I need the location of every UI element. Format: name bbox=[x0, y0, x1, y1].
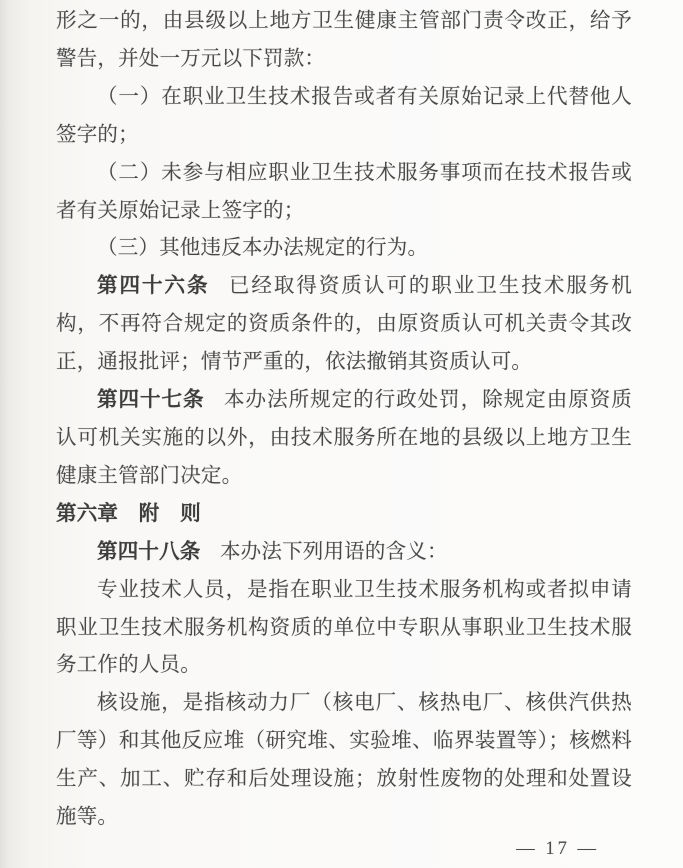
article-47 bbox=[56, 382, 632, 496]
list-item-1: （一）在职业卫生技术报告或者有关原始记录上代替他人签字的； bbox=[56, 85, 632, 146]
article-48-label: 第四十八条 bbox=[97, 540, 201, 563]
chapter-heading: 第六章 附 则 bbox=[56, 502, 201, 525]
article-47-body: 本办法所规定的行政处罚，除规定由原资质认可机关实施的以外，由技术服务所在地的县级以上地方卫生健康主管部门决定。 bbox=[56, 389, 632, 487]
article-46 bbox=[56, 268, 632, 382]
list-item-3: （三）其他违反本办法规定的行为。 bbox=[97, 237, 429, 260]
definition-professional-staff: 专业技术人员，是指在职业卫生技术服务机构或者拟申请职业卫生技术服务机构资质的单位中专职从事职业卫生技术服务工作的人员。 bbox=[56, 578, 632, 677]
article-47-label: 第四十七条 bbox=[97, 389, 205, 412]
article-48-body: 本办法下列用语的含义： bbox=[219, 540, 448, 563]
article-46-body: 已经取得资质认可的职业卫生技术服务机构，不再符合规定的资质条件的，由原资质认可机关责令其改正，通报批评；情节严重的，依法撤销其资质认可。 bbox=[56, 275, 632, 374]
article-48 bbox=[56, 534, 632, 572]
paragraph-intro-continuation: 形之一的，由县级以上地方卫生健康主管部门责令改正，给予警告，并处一万元以下罚款： bbox=[56, 10, 632, 70]
list-item-2: （二）未参与相应职业卫生技术服务事项而在技术报告或者有关原始记录上签字的； bbox=[56, 161, 632, 222]
document-body bbox=[56, 3, 632, 837]
article-46-label: 第四十六条 bbox=[97, 275, 210, 298]
definition-nuclear-facility: 核设施，是指核动力厂（核电厂、核热电厂、核供汽供热厂等）和其他反应堆（研究堆、实验堆、临界装置等）；核燃料生产、加工、贮存和后处理设施；放射性废物的处理和处置设施等。 bbox=[56, 692, 632, 829]
page-number: — 17 — bbox=[516, 839, 599, 859]
